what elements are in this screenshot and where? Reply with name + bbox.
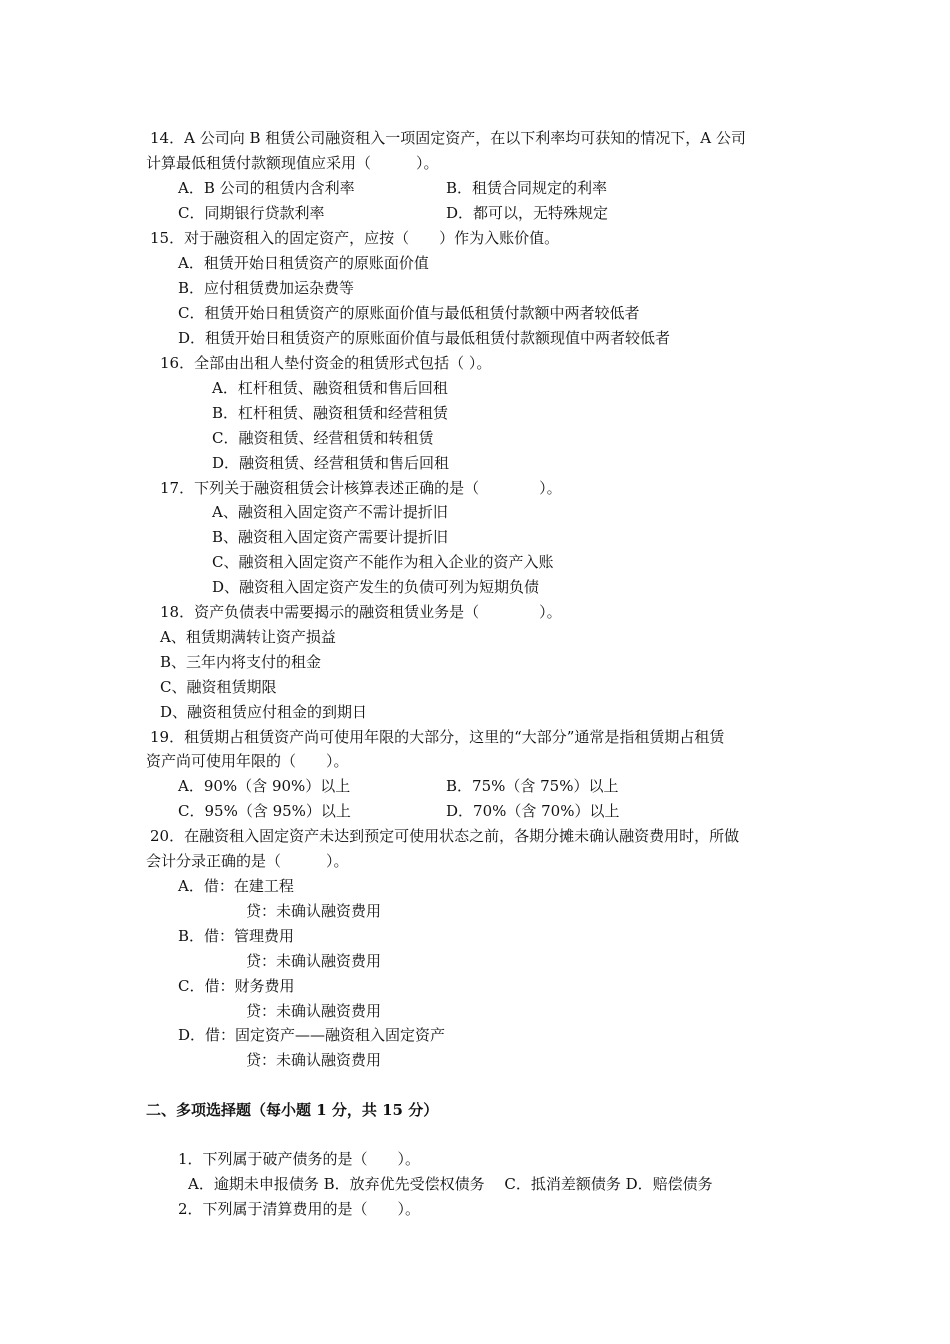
q14-option-b: B．租赁合同规定的利率: [446, 179, 608, 197]
q20-stem-line2: 会计分录正确的是（ ）。: [146, 852, 349, 870]
q14-option-c: C．同期银行贷款利率: [178, 204, 325, 222]
q19-stem-line1: 19．租赁期占租赁资产尚可使用年限的大部分，这里的“大部分”通常是指租赁期占租赁: [150, 728, 725, 746]
q14-option-d: D．都可以，无特殊规定: [446, 204, 609, 222]
q18-option-d: D、融资租赁应付租金的到期日: [160, 703, 368, 721]
q16-option-d: D．融资租赁、经营租赁和售后回租: [212, 454, 450, 472]
q15-option-b: B．应付租赁费加运杂费等: [178, 279, 355, 297]
section-heading-multiple-choice: 二、多项选择题（每小题 1 分，共 15 分）: [146, 1101, 439, 1119]
mq2-stem: 2．下列属于清算费用的是（ ）。: [178, 1200, 421, 1218]
q19-option-b: B．75%（含 75%）以上: [446, 777, 619, 795]
mq1-options: A．逾期未申报债务 B．放弃优先受偿权债务 C．抵消差额债务 D．赔偿债务: [188, 1175, 713, 1193]
mq1-stem: 1．下列属于破产债务的是（ ）。: [178, 1150, 421, 1168]
q19-option-d: D．70%（含 70%）以上: [446, 802, 620, 820]
q20-option-a-credit: 贷：未确认融资费用: [246, 902, 382, 920]
q14-stem-line1: 14．A 公司向 B 租赁公司融资租入一项固定资产，在以下利率均可获知的情况下，A 公司: [150, 129, 746, 147]
q20-option-a-debit: A．借：在建工程: [178, 877, 294, 895]
q18-option-c: C、融资租赁期限: [160, 678, 277, 696]
q20-option-b-debit: B．借：管理费用: [178, 927, 295, 945]
q16-stem: 16．全部由出租人垫付资金的租赁形式包括（ ）。: [160, 354, 492, 372]
q15-option-d: D．租赁开始日租赁资产的原账面价值与最低租赁付款额现值中两者较低者: [178, 329, 671, 347]
q14-option-a: A．B 公司的租赁内含利率: [178, 179, 355, 197]
q17-option-a: A、融资租入固定资产不需计提折旧: [212, 503, 448, 521]
q15-stem: 15．对于融资租入的固定资产，应按（ ）作为入账价值。: [150, 229, 560, 247]
q16-option-b: B．杠杆租赁、融资租赁和经营租赁: [212, 404, 449, 422]
q16-option-c: C．融资租赁、经营租赁和转租赁: [212, 429, 434, 447]
q20-option-c-debit: C．借：财务费用: [178, 977, 295, 995]
q20-option-d-debit: D．借：固定资产——融资租入固定资产: [178, 1026, 446, 1044]
q18-stem: 18．资产负债表中需要揭示的融资租赁业务是（ ）。: [160, 603, 562, 621]
q18-option-b: B、三年内将支付的租金: [160, 653, 322, 671]
q17-stem: 17．下列关于融资租赁会计核算表述正确的是（ ）。: [160, 479, 562, 497]
q15-option-a: A．租赁开始日租赁资产的原账面价值: [178, 254, 429, 272]
q19-option-c: C．95%（含 95%）以上: [178, 802, 351, 820]
q17-option-d: D、融资租入固定资产发生的负债可列为短期负债: [212, 578, 540, 596]
q17-option-c: C、融资租入固定资产不能作为租入企业的资产入账: [212, 553, 554, 571]
q18-option-a: A、租赁期满转让资产损益: [160, 628, 336, 646]
q19-stem-line2: 资产尚可使用年限的（ ）。: [146, 752, 349, 770]
q14-stem-line2: 计算最低租赁付款额现值应采用（ ）。: [146, 154, 439, 172]
q20-option-c-credit: 贷：未确认融资费用: [246, 1002, 382, 1020]
q20-option-d-credit: 贷：未确认融资费用: [246, 1051, 382, 1069]
q19-option-a: A．90%（含 90%）以上: [178, 777, 351, 795]
q15-option-c: C．租赁开始日租赁资产的原账面价值与最低租赁付款额中两者较低者: [178, 304, 640, 322]
q16-option-a: A．杠杆租赁、融资租赁和售后回租: [212, 379, 448, 397]
q20-stem-line1: 20．在融资租入固定资产未达到预定可使用状态之前，各期分摊未确认融资费用时，所做: [150, 827, 740, 845]
q20-option-b-credit: 贷：未确认融资费用: [246, 952, 382, 970]
q17-option-b: B、融资租入固定资产需要计提折旧: [212, 528, 449, 546]
